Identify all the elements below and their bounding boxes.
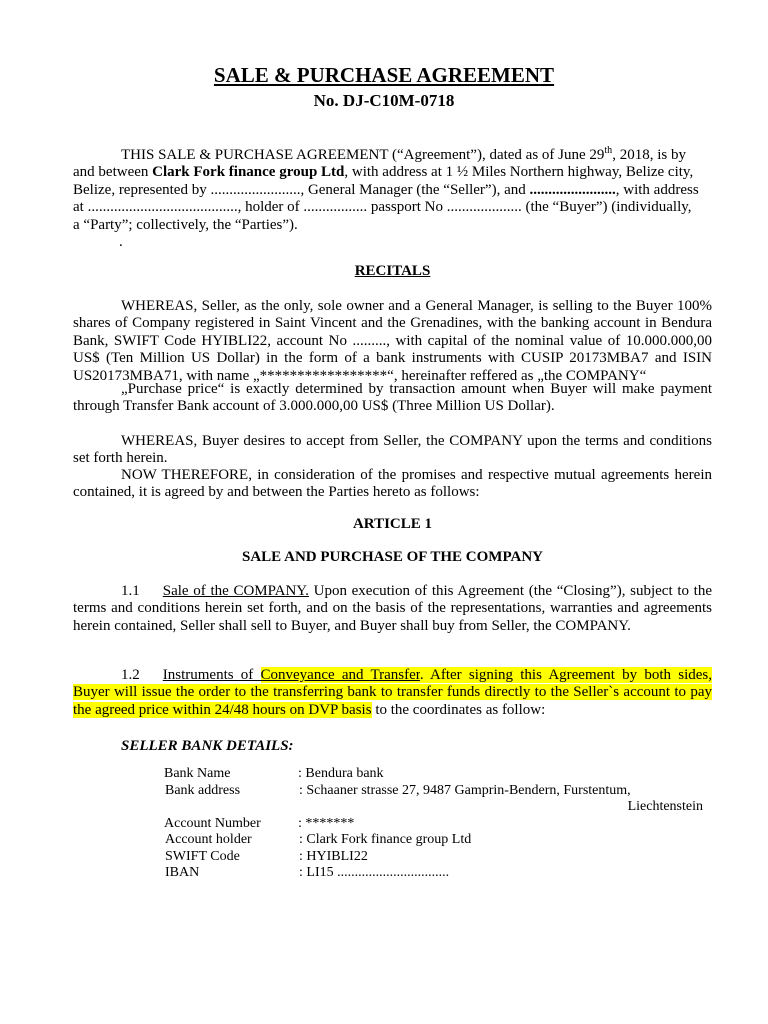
intro-line-2a: and between <box>73 164 153 181</box>
recitals-text-1: WHEREAS, Seller, as the only, sole owner and a General Manager, is selling to the Buyer 100% shares of Company registered in Saint Vincent and the Grenadines, with the banking account in Bendura Bank, SWIFT Code HYIBLI22, account No ........., with capital of the nominal value of 10.000.000,00 US$ (Ten Million US Dollar) in the form of a bank instruments with CUSIP 20173MBA7 and ISIN US20173MBA71, with name „*****************“, hereinafter reffered as „the COMPANY“ <box>73 298 712 384</box>
bank-row-label: Bank address <box>165 782 241 798</box>
bank-row-label: Account Number <box>164 815 261 831</box>
bank-row-value: : LI15 ................................ <box>299 865 450 880</box>
recitals-paragraph-3 <box>73 433 712 468</box>
recitals-paragraph-4 <box>73 467 712 502</box>
bank-row-value: : Schaaner strasse 27, 9487 Gamprin-Bendern, Furstentum, <box>299 782 631 798</box>
intro-paragraph <box>73 142 712 251</box>
section-1-2-number: 1.2 <box>121 667 140 683</box>
intro-line-1b: , 2018, is by <box>612 147 686 163</box>
intro-line-3a: Belize, represented by ........................, General Manager (the “Seller”), and <box>73 181 530 198</box>
section-1-2 <box>73 667 712 719</box>
bank-row <box>164 865 729 882</box>
intro-line-5: a “Party”; collectively, the “Parties”). <box>73 216 298 233</box>
intro-line-3b: , with address <box>615 181 699 198</box>
article-subheading: SALE AND PURCHASE OF THE COMPANY <box>242 549 543 565</box>
section-1-1-number: 1.1 <box>121 583 140 599</box>
section-1-2-title-b: Conveyance and Transfer <box>260 667 420 683</box>
bank-row-value: : HYIBLI22 <box>299 848 368 864</box>
bank-row-label: IBAN <box>165 865 200 880</box>
recitals-text-3: WHEREAS, Buyer desires to accept from Seller, the COMPANY upon the terms and conditions set forth herein. <box>73 433 712 467</box>
bank-row-label: Account holder <box>165 832 252 847</box>
buyer-name: ....................... <box>529 181 616 198</box>
bank-row-label: SWIFT Code <box>165 848 240 864</box>
intro-line-4: at ........................................, holder of ................. passport No .................... (the “Buyer”) (individually, <box>73 199 692 216</box>
bank-row-value: : Bendura bank <box>298 766 384 781</box>
bank-row <box>164 766 729 783</box>
bank-row <box>164 783 729 800</box>
section-1-2-title-a: Instruments of <box>162 667 261 683</box>
intro-line-2b: , with address at 1 ½ Miles Northern highway, Belize city, <box>344 164 694 181</box>
bank-details-heading: SELLER BANK DETAILS: <box>121 738 294 754</box>
document-title: SALE & PURCHASE AGREEMENT <box>213 63 555 87</box>
recitals-text-2: „Purchase price“ is exactly determined by transaction amount when Buyer will make payment through Transfer Bank account of 3.000.000,00 US$ (Three Million US Dollar). <box>73 381 712 415</box>
recitals-heading: RECITALS <box>354 263 431 279</box>
bank-row-value: Liechtenstein <box>627 799 703 814</box>
section-1-2-tail: to the coordinates as follow: <box>371 701 546 718</box>
bank-row-label: Bank Name <box>164 766 231 781</box>
article-heading: ARTICLE 1 <box>352 516 433 532</box>
section-1-1-text: Upon execution of this Agreement (the “Closing”), subject to the terms and conditions herein set forth, and on the basis of the representations, warranties and agreements herein contained, Seller shall sell to Buyer, and Buyer shall buy from Seller, the COMPANY. <box>73 583 713 634</box>
intro-sup: th <box>604 145 613 156</box>
bank-row <box>164 832 729 849</box>
intro-line-1: THIS SALE & PURCHASE AGREEMENT (“Agreement”), dated as of June 29 <box>121 147 605 163</box>
bank-row-value: : Clark Fork finance group Ltd <box>299 832 472 847</box>
recitals-paragraph-2 <box>73 381 712 416</box>
recitals-paragraph-1 <box>73 298 712 385</box>
bank-row <box>164 849 729 866</box>
bank-row <box>164 799 729 816</box>
section-1-1-title: Sale of the COMPANY. <box>162 583 309 599</box>
intro-dot: . <box>119 234 123 251</box>
bank-row-label <box>164 799 298 816</box>
recitals-text-4: NOW THEREFORE, in consideration of the promises and respective mutual agreements herein contained, it is agreed by and between the Parties hereto as follows: <box>73 467 712 501</box>
section-1-2-highlight: . After signing this Agreement by both sides, Buyer will issue the order to the transferring bank to transfer funds directly to the Seller`s account to pay the agreed price within 24/48 hours on DVP basis <box>73 667 713 718</box>
bank-row-value: : ******* <box>298 815 355 831</box>
section-1-1 <box>73 583 712 635</box>
bank-details-table <box>164 766 729 882</box>
seller-name: Clark Fork finance group Ltd <box>152 164 345 181</box>
agreement-number: No. DJ-C10M-0718 <box>313 91 455 110</box>
bank-row <box>164 816 729 833</box>
